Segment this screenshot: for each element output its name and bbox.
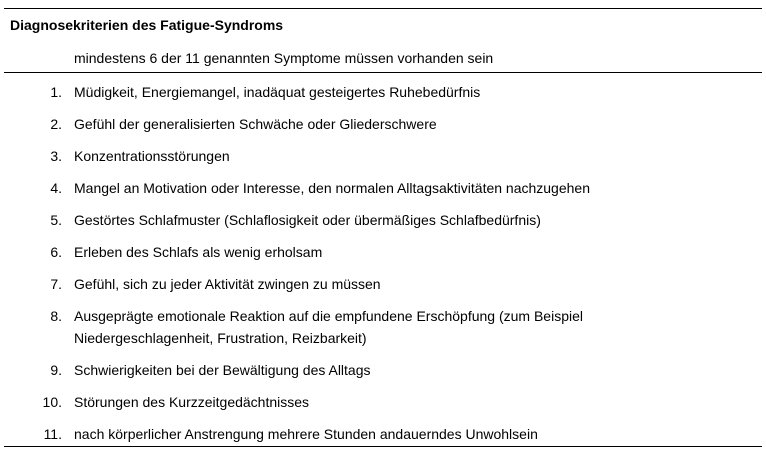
list-item	[4, 113, 762, 135]
item-number: 1.	[50, 84, 62, 100]
item-text: Gefühl der generalisierten Schwäche oder Gliederschwere	[74, 116, 437, 132]
item-number: 8.	[50, 308, 62, 324]
criteria-table	[4, 0, 762, 452]
item-number: 4.	[50, 180, 62, 196]
item-number: 6.	[50, 244, 62, 260]
item-number: 11.	[43, 426, 62, 442]
item-number: 9.	[50, 362, 62, 378]
item-text: Mangel an Motivation oder Interesse, den normalen Alltagsaktivitäten nachzugehen	[74, 180, 590, 196]
list-item	[4, 423, 762, 445]
item-text: Konzentrationsstörungen	[74, 148, 230, 164]
item-text: Gefühl, sich zu jeder Aktivität zwingen zu müssen	[74, 276, 381, 292]
list-item	[4, 145, 762, 167]
table-title: Diagnosekriterien des Fatigue-Syndroms	[10, 17, 284, 33]
list-item	[4, 273, 762, 295]
bottom-rule	[4, 446, 762, 447]
header-rule	[4, 72, 762, 73]
item-number: 7.	[50, 276, 62, 292]
list-item	[4, 305, 762, 349]
top-rule	[4, 8, 762, 9]
list-item	[4, 209, 762, 231]
item-text: Ausgeprägte emotionale Reaktion auf die empfundene Erschöpfung (zum Beispiel Niedergeschlagenheit, Frustration, Reizbarkeit)	[74, 308, 583, 346]
item-number: 2.	[50, 116, 62, 132]
item-number: 10.	[42, 394, 62, 410]
list-item	[4, 81, 762, 103]
item-text: Störungen des Kurzzeitgedächtnisses	[74, 394, 310, 410]
item-text: Schwierigkeiten bei der Bewältigung des Alltags	[74, 362, 371, 378]
list-item	[4, 241, 762, 263]
item-text: Müdigkeit, Energiemangel, inadäquat gesteigertes Ruhebedürfnis	[74, 84, 481, 100]
item-text: Erleben des Schlafs als wenig erholsam	[74, 244, 323, 260]
list-item	[4, 391, 762, 413]
symptom-list	[4, 81, 762, 455]
list-item	[4, 359, 762, 381]
list-item	[4, 177, 762, 199]
item-text: nach körperlicher Anstrengung mehrere Stunden andauerndes Unwohlsein	[74, 426, 538, 442]
item-number: 3.	[50, 148, 62, 164]
item-number: 5.	[50, 212, 62, 228]
item-text: Gestörtes Schlafmuster (Schlaflosigkeit oder übermäßiges Schlafbedürfnis)	[74, 212, 541, 228]
table-subtitle: mindestens 6 der 11 genannten Symptome müssen vorhanden sein	[74, 50, 494, 66]
